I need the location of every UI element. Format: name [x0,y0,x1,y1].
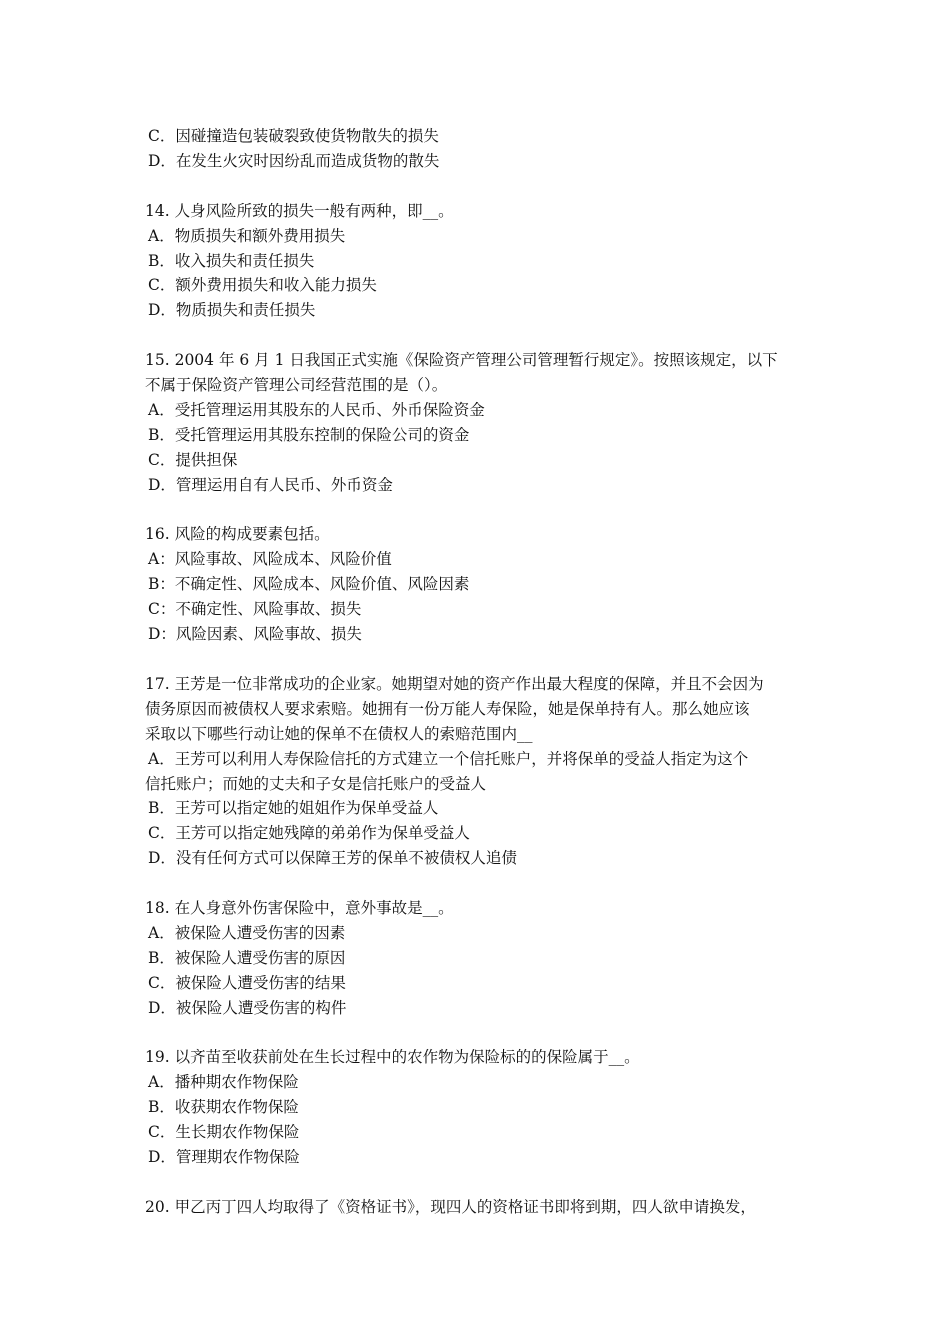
question-text: 信托账户；而她的丈夫和子女是信托账户的受益人 [145,774,487,793]
paragraph-gap [145,647,810,672]
answer-option: A．播种期农作物保险 [148,1073,299,1092]
answer-option: D．物质损失和责任损失 [148,301,316,320]
answer-option: B．王芳可以指定她的姐姐作为保单受益人 [148,799,439,818]
answer-option: B．收获期农作物保险 [148,1098,299,1117]
answer-option: D．被保险人遭受伤害的构件 [148,998,347,1017]
question-text: 16. 风险的构成要素包括。 [145,525,330,544]
answer-option: D．在发生火灾时因纷乱而造成货物的散失 [148,151,440,170]
question-text: 19. 以齐苗至收获前处在生长过程中的农作物为保险标的的保险属于__。 [145,1048,640,1067]
answer-option: A：风险事故、风险成本、风险价值 [148,550,392,569]
answer-option: B．被保险人遭受伤害的原因 [148,948,346,967]
question-text: 17. 王芳是一位非常成功的企业家。她期望对她的资产作出最大程度的保障，并且不会因为 [145,674,764,693]
answer-option: C．因碰撞造包装破裂致使货物散失的损失 [148,127,439,145]
answer-option: B．收入损失和责任损失 [148,251,315,270]
answer-option: C．王芳可以指定她残障的弟弟作为保单受益人 [148,824,470,843]
paragraph-gap [145,498,810,523]
answer-option: C．被保险人遭受伤害的结果 [148,973,346,992]
answer-option: B：不确定性、风险成本、风险价值、风险因素 [148,575,470,594]
answer-option: A．物质损失和额外费用损失 [148,226,346,245]
question-text: 债务原因而被债权人要求索赔。她拥有一份万能人寿保险，她是保单持有人。那么她应该 [145,699,750,718]
question-text: 不属于保险资产管理公司经营范围的是（）。 [145,376,448,395]
answer-option: C．提供担保 [148,450,238,469]
paragraph-gap [145,323,810,348]
answer-option: D．管理运用自有人民币、外币资金 [148,475,393,494]
question-text: 15. 2004 年 6 月 1 日我国正式实施《保险资产管理公司管理暂行规定》。按照该规定，以下 [145,351,778,370]
paragraph-gap [145,1170,810,1195]
answer-option: C．额外费用损失和收入能力损失 [148,276,377,295]
paragraph-gap [145,1021,810,1046]
answer-option: C：不确定性、风险事故、损失 [148,600,362,619]
paragraph-gap [145,174,810,199]
question-text: 20. 甲乙丙丁四人均取得了《资格证书》，现四人的资格证书即将到期，四人欲申请换发， [145,1197,756,1216]
answer-option: A．受托管理运用其股东的人民币、外币保险资金 [148,400,485,419]
answer-option: D．没有任何方式可以保障王芳的保单不被债权人追债 [148,849,517,868]
document-content [145,124,810,1220]
question-text: 14. 人身风险所致的损失一般有两种，即__。 [145,201,454,220]
answer-option: B．受托管理运用其股东控制的保险公司的资金 [148,425,470,444]
answer-option: A．王芳可以利用人寿保险信托的方式建立一个信托账户，并将保单的受益人指定为这个 [148,749,749,768]
answer-option: D：风险因素、风险事故、损失 [148,625,362,644]
paragraph-gap [145,871,810,896]
answer-option: C．生长期农作物保险 [148,1123,300,1142]
question-text: 采取以下哪些行动让她的保单不在债权人的索赔范围内__ [145,724,533,743]
question-text: 18. 在人身意外伤害保险中，意外事故是__。 [145,899,454,918]
answer-option: D．管理期农作物保险 [148,1148,300,1167]
answer-option: A．被保险人遭受伤害的因素 [148,923,346,942]
